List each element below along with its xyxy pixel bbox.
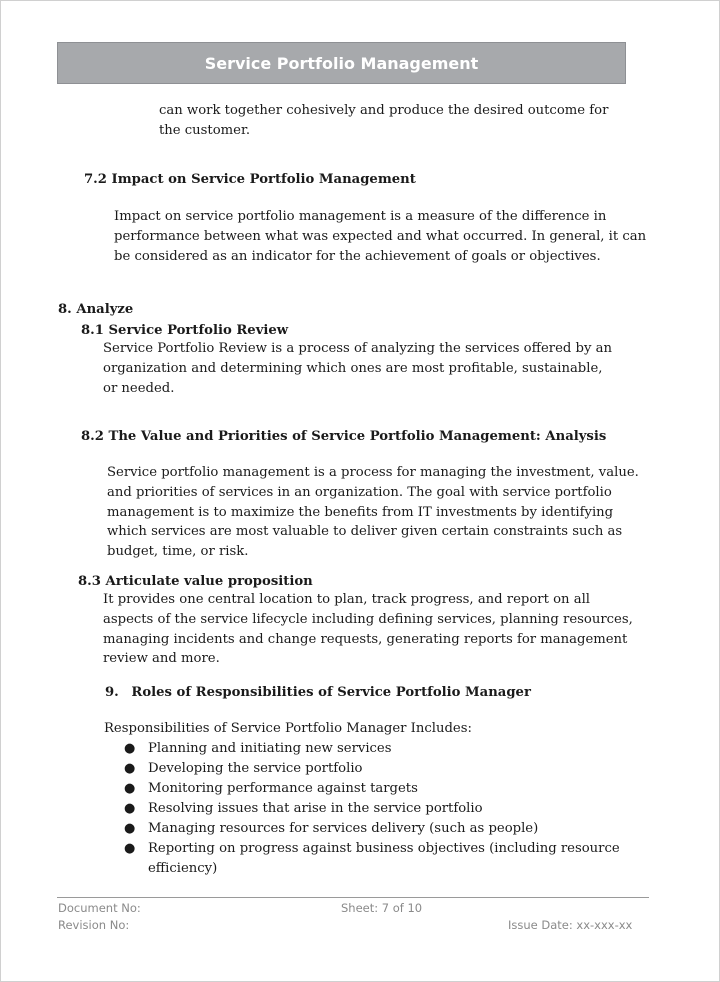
bullet-icon: ● — [124, 821, 136, 836]
footer-divider — [57, 897, 649, 898]
section-9-heading: Roles of Responsibilities of Service Portfolio Manager — [131, 685, 531, 700]
section-9-intro: Responsibilities of Service Portfolio Manager Includes: — [104, 721, 472, 736]
continued-paragraph: can work together cohesively and produce the desired outcome for the customer. — [159, 103, 609, 138]
header-bar — [57, 42, 626, 84]
list-item — [124, 839, 624, 879]
list-item-text: Planning and initiating new services — [148, 741, 392, 756]
section-8-3-heading: 8.3 Articulate value proposition — [78, 574, 313, 589]
list-item-text: Managing resources for services delivery (such as people) — [148, 821, 539, 836]
list-item-text: Monitoring performance against targets — [148, 781, 418, 796]
list-item — [124, 759, 624, 779]
list-item-text: Resolving issues that arise in the service portfolio — [148, 801, 483, 816]
bullet-icon: ● — [124, 781, 136, 796]
list-item — [124, 779, 624, 799]
bullet-icon: ● — [124, 841, 136, 856]
footer-sheet: Sheet: 7 of 10 — [341, 901, 423, 915]
section-8-1-heading: 8.1 Service Portfolio Review — [81, 323, 289, 338]
section-8-2-body: Service portfolio management is a process for managing the investment, value. and priorities of services in an organization. The goal with service portfolio management is to maximize the benefits from IT investments by identifying which services are most valuable to deliver given certain constraints such as budget, time, or risk. — [107, 465, 639, 560]
list-item — [124, 739, 624, 759]
section-8-heading: 8. Analyze — [58, 302, 134, 317]
section-8-1-body: Service Portfolio Review is a process of analyzing the services offered by an organization and determining which ones are most profitable, sustainable, or needed. — [103, 341, 612, 396]
list-item-text: Reporting on progress against business objectives (including resource efficiency) — [148, 841, 620, 876]
footer-issue-date: Issue Date: xx-xxx-xx — [508, 918, 633, 932]
section-8-3-body: It provides one central location to plan, track progress, and report on all aspects of the service lifecycle including defining services, planning resources, managing incidents and change requests, generating reports for management review and more. — [103, 592, 633, 667]
footer-revision-no: Revision No: — [58, 918, 130, 932]
responsibilities-list — [124, 739, 624, 879]
section-9-number: 9. — [105, 685, 119, 700]
section-9-heading-row — [105, 683, 531, 702]
bullet-icon: ● — [124, 801, 136, 816]
section-7-2-heading: 7.2 Impact on Service Portfolio Management — [84, 172, 416, 187]
footer-document-no: Document No: — [58, 901, 141, 915]
list-item — [124, 819, 624, 839]
section-8-2-heading: 8.2 The Value and Priorities of Service Portfolio Management: Analysis — [81, 429, 607, 444]
list-item — [124, 799, 624, 819]
bullet-icon: ● — [124, 741, 136, 756]
list-item-text: Developing the service portfolio — [148, 761, 363, 776]
page-title: Service Portfolio Management — [204, 53, 479, 73]
bullet-icon: ● — [124, 761, 136, 776]
section-7-2-body: Impact on service portfolio management is a measure of the difference in performance between what was expected and what occurred. In general, it can be considered as an indicator for the achievement of goals or objectives. — [114, 209, 647, 264]
